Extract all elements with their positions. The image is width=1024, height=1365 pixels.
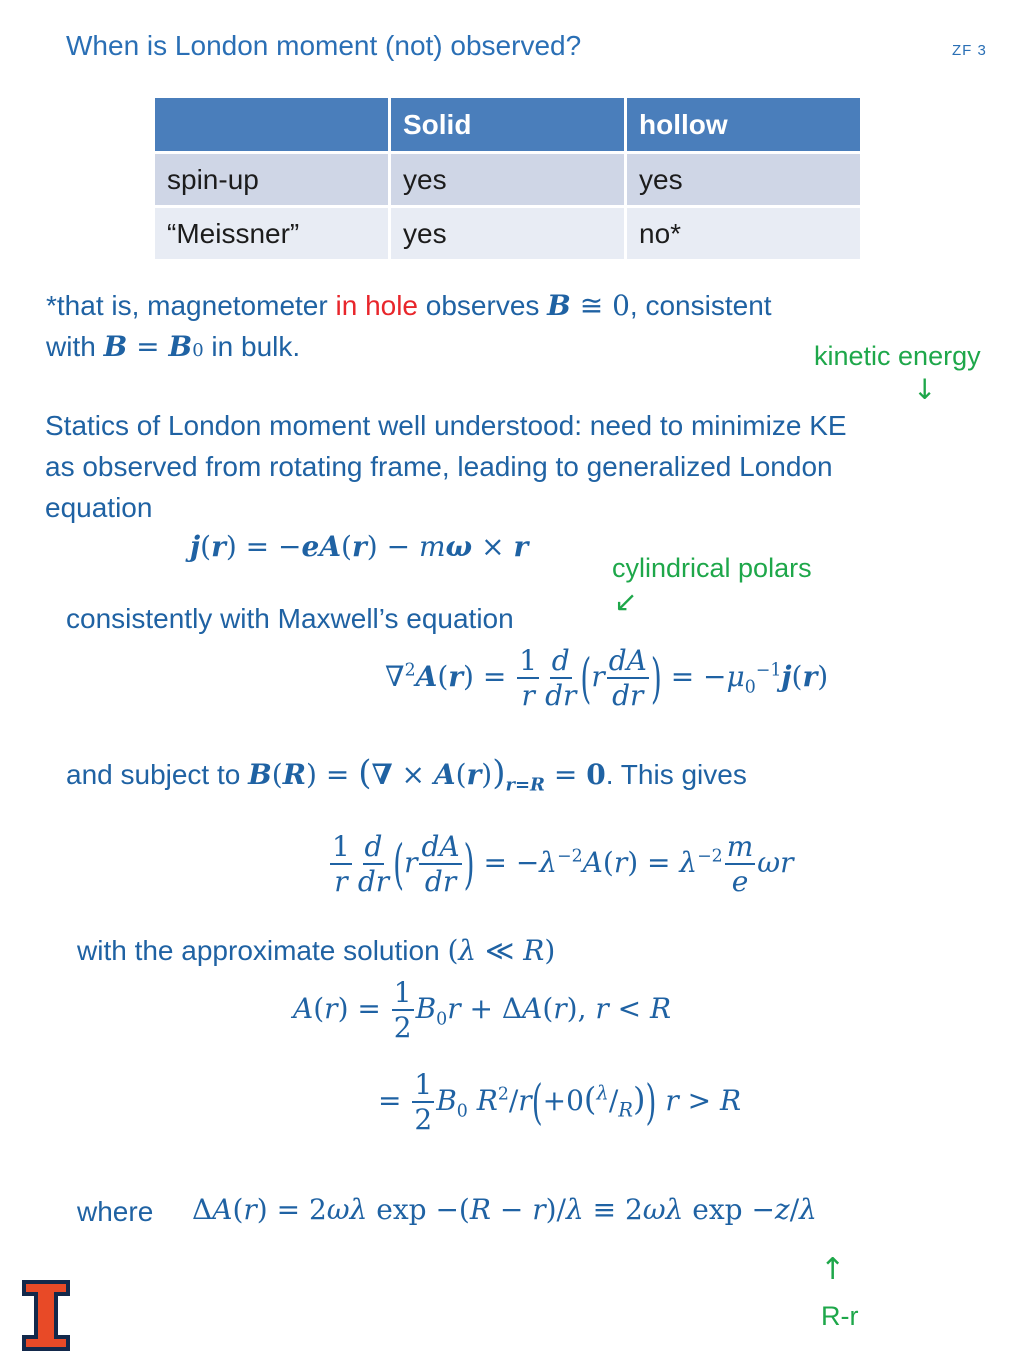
highlight-hole: hole bbox=[365, 290, 418, 321]
table-cell: yes bbox=[391, 154, 624, 205]
kinetic-energy-label: kinetic energy bbox=[814, 341, 981, 371]
table-cell: yes bbox=[391, 208, 624, 259]
solution-inside: A(r) = $\frac{1}{2}$ $B_0r + \Delta A(r)$, r < R bbox=[293, 976, 672, 1045]
illinois-block-i-logo bbox=[20, 1278, 72, 1353]
table-header-row bbox=[155, 98, 860, 151]
page-title: When is London moment (not) observed? bbox=[66, 30, 582, 61]
solution-outside: = $\frac{1}{2}$ $B_0$ $R^2/r(+0(^\lambda/_R)) r > R$ bbox=[378, 1068, 742, 1137]
table-cell: no* bbox=[627, 208, 860, 259]
where-label: where bbox=[77, 1196, 154, 1227]
boundary-condition-math: B(R) = (∇ × $A(r))_{r=R} = 0$ bbox=[248, 753, 606, 796]
table-header-cell: hollow bbox=[627, 98, 860, 151]
statics-line-1: Statics of London moment well understood: need to minimize KE bbox=[45, 410, 847, 441]
footnote-line-1: *that is, magnetometer in hole observes B ≅ 0, consistent bbox=[46, 289, 772, 322]
maxwell-line: consistently with Maxwell’s equation bbox=[66, 603, 514, 634]
table-cell: “Meissner” bbox=[155, 208, 388, 259]
table-cell: yes bbox=[627, 154, 860, 205]
subject-line: and subject to B(R) = (∇ × $A(r))_{r=R} = 0$. This gives bbox=[66, 753, 747, 796]
statics-line-3: equation bbox=[45, 492, 153, 523]
statics-line-2: as observed from rotating frame, leading to generalized London bbox=[45, 451, 833, 482]
radial-equation: $\frac{1}{r}$ $\frac{d}{dr}$ (r $\frac{dA}{dr}$ ) = $-\lambda^{-2}A(r) = \lambda^{-2}$ $\frac{m}{e}$ ωr bbox=[332, 830, 794, 899]
highlight-in: in bbox=[335, 290, 358, 321]
table-header-cell bbox=[155, 98, 388, 151]
b-approx-zero-math: B bbox=[547, 289, 571, 322]
lambda-much-less-r-math: (λ ≪ R) bbox=[447, 934, 556, 967]
table-cell: spin-up bbox=[155, 154, 388, 205]
observation-table bbox=[152, 95, 863, 262]
london-equation: j(r) = −eA(r) − mω × r bbox=[190, 530, 529, 563]
cylindrical-polars-label: cylindrical polars bbox=[612, 553, 812, 583]
delta-a-equation: ΔA(r) = 2ωλ exp −(R − r)/λ ≡ 2ωλ exp −z/λ bbox=[192, 1193, 817, 1226]
down-arrow-icon: ↓ bbox=[913, 373, 937, 406]
footnote-line-2: with B = B0 in bulk. bbox=[46, 330, 301, 363]
approx-solution-line: with the approximate solution (λ ≪ R) bbox=[77, 934, 556, 967]
maxwell-equation: ∇$^2$A(r) = $\frac{1}{r}$ $\frac{d}{dr}$ (r $\frac{dA}{dr}$ ) = $-\mu_0^{-1}j(r)$ bbox=[385, 644, 829, 713]
page-number: ZF 3 bbox=[952, 42, 987, 59]
table-header-cell: Solid bbox=[391, 98, 624, 151]
up-arrow-icon: ↑ bbox=[820, 1252, 846, 1287]
b-equals-b0-math: B bbox=[103, 330, 128, 363]
table-row bbox=[155, 208, 860, 259]
down-left-arrow-icon: ↙ bbox=[614, 585, 638, 618]
table-row bbox=[155, 154, 860, 205]
r-minus-r-label: R-r bbox=[821, 1301, 859, 1331]
